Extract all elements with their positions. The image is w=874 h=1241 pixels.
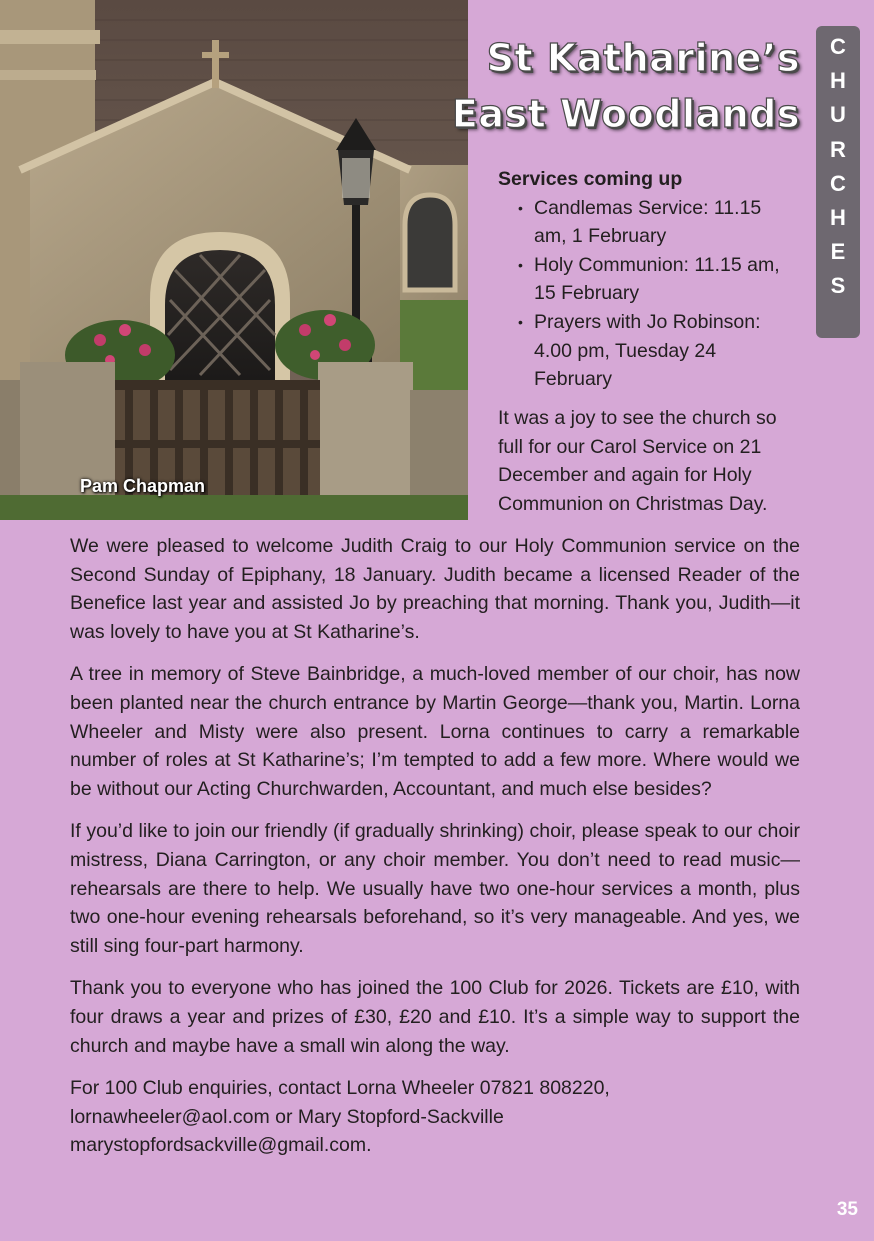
- services-heading: Services coming up: [498, 168, 683, 190]
- tab-letter: E: [830, 239, 846, 265]
- title-line-1: St Katharine’s: [486, 36, 800, 80]
- tab-letter: H: [830, 68, 846, 94]
- service-item: • Candlemas Service: 11.15 am, 1 February: [534, 194, 798, 251]
- tab-letter: R: [830, 136, 846, 162]
- contact-line: For 100 Club enquiries, contact Lorna Wheeler 07821 808220,: [70, 1077, 610, 1100]
- carol-service-paragraph: It was a joy to see the church so full for our Carol Service on 21 December and again for Holy Communion on Christmas Day.: [498, 407, 777, 515]
- tab-letter: H: [830, 205, 846, 231]
- photo-credit: Pam Chapman: [80, 476, 206, 496]
- tab-letter: U: [830, 102, 846, 128]
- services-box: [498, 165, 798, 394]
- body-paragraph: A tree in memory of Steve Bainbridge, a much-loved member of our choir, has now been planted near the church entrance by Martin George—thank you, Martin. Lorna Wheeler and Misty were also present. Lorna continues to carry a remarkable number of roles at St Katharine’s; I’m tempted to add a few more. Where would we be without our Acting Churchwarden, Accountant, and much else besides?: [70, 663, 800, 800]
- body-paragraph: We were pleased to welcome Judith Craig to our Holy Communion service on the Second Sunday of Epiphany, 18 January. Judith became a licensed Reader of the Benefice last year and assisted Jo by preaching that morning. Thank you, Judith—it was lovely to have you at St Katharine’s.: [70, 535, 800, 643]
- tab-letter: S: [830, 273, 846, 299]
- title-line-2: East Woodlands: [451, 92, 800, 136]
- article-body: [70, 532, 800, 1174]
- body-paragraph: If you’d like to join our friendly (if gradually shrinking) choir, please speak to our choir mistress, Diana Carrington, or any choir member. You don’t need to read music—rehearsals are there to help. We usually have two one-hour services a month, plus two one-hour evening rehearsals beforehand, so it’s very manageable. And yes, we still sing four-part harmony.: [70, 820, 800, 957]
- body-paragraph: Thank you to everyone who has joined the 100 Club for 2026. Tickets are £10, with four draws a year and prizes of £30, £20 and £10. It’s a simple way to support the church and maybe have a small win along the way.: [70, 977, 800, 1057]
- section-tab-churches: [816, 26, 860, 338]
- service-item: • Prayers with Jo Robinson: 4.00 pm, Tuesday 24 February: [534, 308, 798, 394]
- services-list: [498, 194, 798, 394]
- service-item: • Holy Communion: 11.15 am, 15 February: [534, 251, 798, 308]
- church-photo: [0, 0, 468, 520]
- church-illustration: [0, 0, 468, 520]
- tab-letter: C: [830, 34, 846, 59]
- contact-line: lornawheeler@aol.com or Mary Stopford-Sackville: [70, 1105, 504, 1128]
- contact-line: marystopfordsackville@gmail.com.: [70, 1134, 372, 1157]
- contact-paragraph: [70, 1074, 800, 1160]
- tab-letter: C: [830, 170, 846, 196]
- page-number: 35: [836, 1199, 858, 1220]
- page-title: [452, 30, 800, 142]
